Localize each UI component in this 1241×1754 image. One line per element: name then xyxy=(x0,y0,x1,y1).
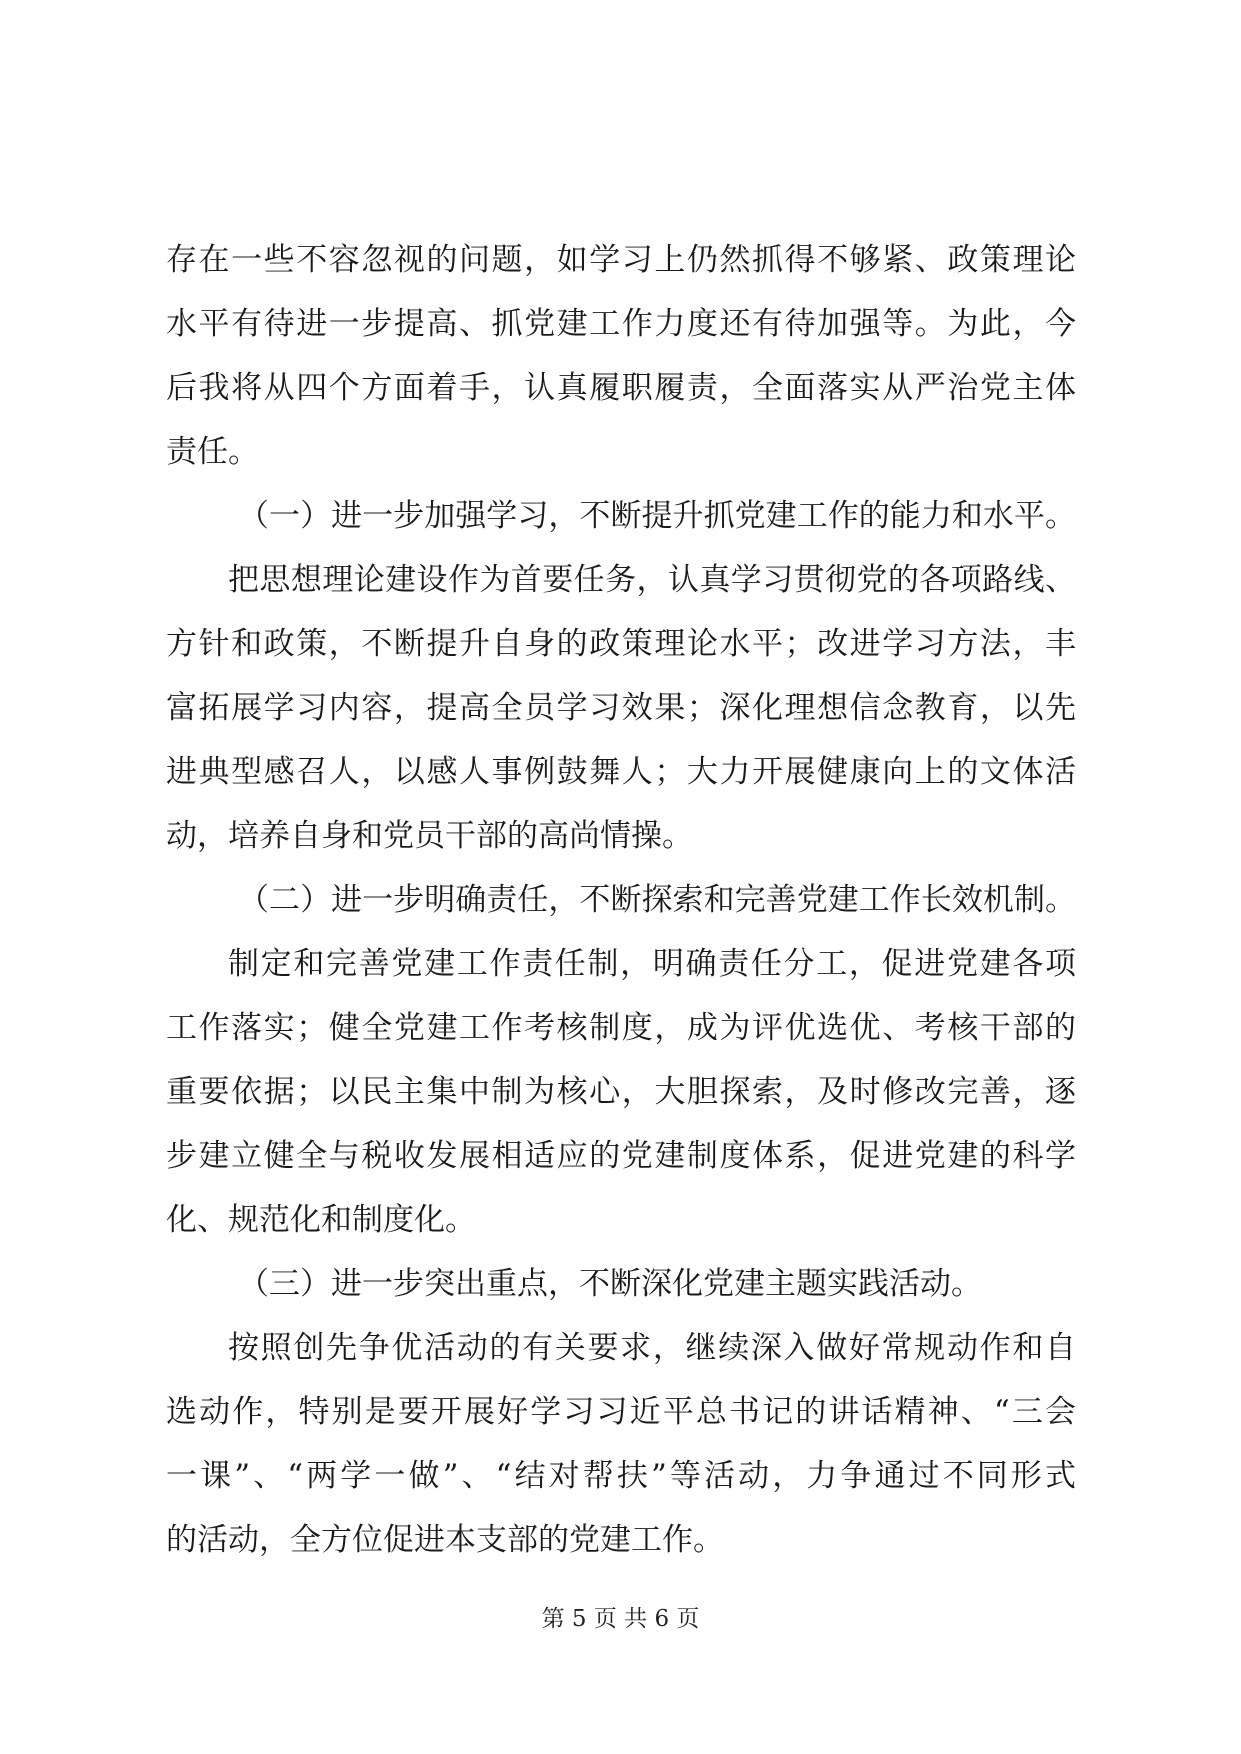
text-line: 方针和政策，不断提升自身的政策理论水平；改进学习方法，丰 xyxy=(166,626,1076,662)
text-line: 水平有待进一步提高、抓党建工作力度还有待加强等。为此，今 xyxy=(166,306,1076,342)
paragraph-first-line: 制定和完善党建工作责任制，明确责任分工，促进党建各项 xyxy=(228,946,1076,982)
section-heading-1: （一）进一步加强学习，不断提升抓党建工作的能力和水平。 xyxy=(238,498,1076,534)
text-line: 选动作，特别是要开展好学习习近平总书记的讲话精神、“三会 xyxy=(166,1394,1076,1430)
section-heading-2: （二）进一步明确责任，不断探索和完善党建工作长效机制。 xyxy=(238,882,1076,918)
text-line: 工作落实；健全党建工作考核制度，成为评优选优、考核干部的 xyxy=(166,1010,1076,1046)
text-line: 富拓展学习内容，提高全员学习效果；深化理想信念教育，以先 xyxy=(166,690,1076,726)
text-line: 进典型感召人，以感人事例鼓舞人；大力开展健康向上的文体活 xyxy=(166,754,1076,790)
text-line: 的活动，全方位促进本支部的党建工作。 xyxy=(166,1522,724,1558)
text-line: 一课”、“两学一做”、“结对帮扶”等活动，力争通过不同形式 xyxy=(166,1458,1076,1494)
text-line: 步建立健全与税收发展相适应的党建制度体系，促进党建的科学 xyxy=(166,1138,1076,1174)
section-heading-3: （三）进一步突出重点，不断深化党建主题实践活动。 xyxy=(238,1266,982,1302)
page-number-footer: 第 5 页 共 6 页 xyxy=(541,1606,700,1632)
text-line: 后我将从四个方面着手，认真履职履责，全面落实从严治党主体 xyxy=(166,370,1076,406)
text-line: 存在一些不容忽视的问题，如学习上仍然抓得不够紧、政策理论 xyxy=(166,242,1076,278)
text-line: 动，培养自身和党员干部的高尚情操。 xyxy=(166,818,693,854)
text-line: 责任。 xyxy=(166,434,259,470)
text-line: 重要依据；以民主集中制为核心，大胆探索，及时修改完善，逐 xyxy=(166,1074,1076,1110)
paragraph-first-line: 按照创先争优活动的有关要求，继续深入做好常规动作和自 xyxy=(228,1330,1076,1366)
paragraph-first-line: 把思想理论建设作为首要任务，认真学习贯彻党的各项路线、 xyxy=(228,562,1076,598)
text-line: 化、规范化和制度化。 xyxy=(166,1202,476,1238)
document-body xyxy=(166,228,1076,1572)
